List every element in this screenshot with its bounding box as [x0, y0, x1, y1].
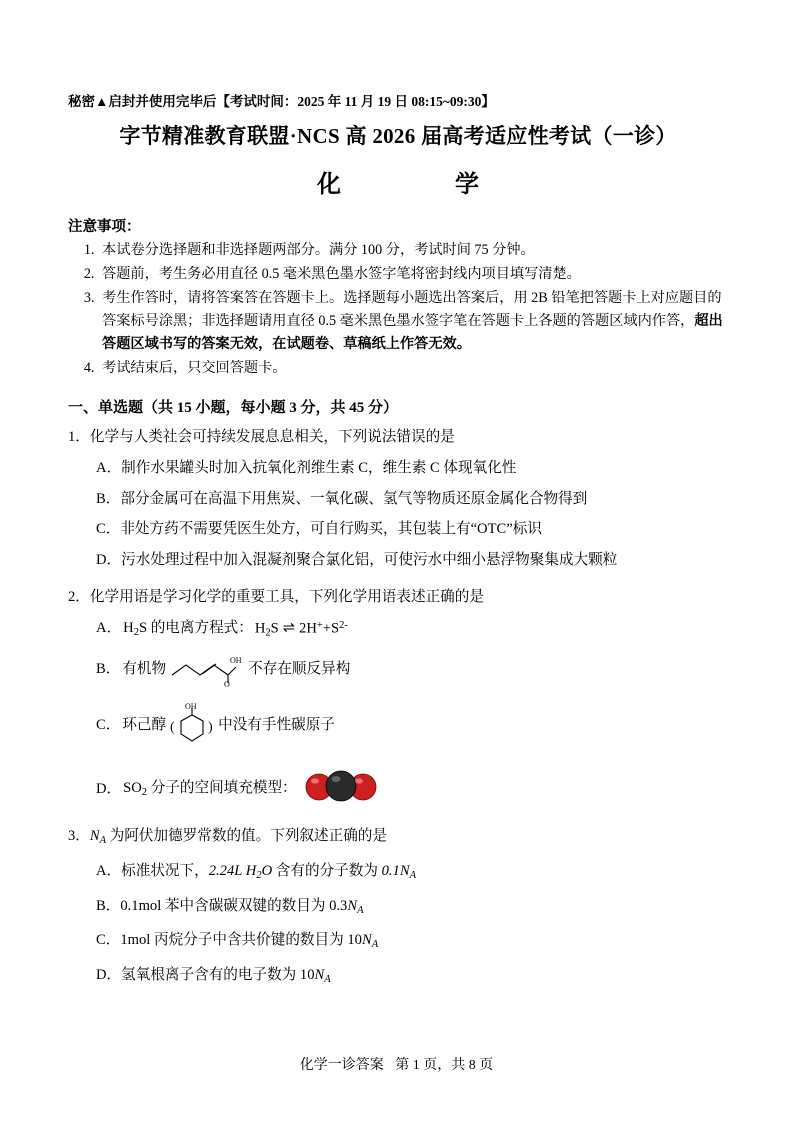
question-1-option-d[interactable]	[96, 550, 728, 572]
question-3-stem	[68, 825, 728, 849]
option-label: C．	[96, 932, 121, 949]
question-1-text: 化学与人类社会可持续发展息息相关，下列说法错误的是	[89, 429, 455, 445]
notice-item: 4. 考试结束后，只交回答题卡。	[98, 357, 728, 380]
ionization-equation: $H_2S$ ⇌ $2H^++S^{2-}$	[254, 619, 348, 639]
page-footer	[0, 1054, 793, 1074]
alkene-acid-structure-icon	[168, 653, 246, 687]
option-text: 制作水果罐头时加入抗氧化剂维生素 C，维生素 C 体现氧化性	[121, 459, 517, 476]
question-2-option-d[interactable]	[96, 769, 728, 811]
subject-title: 化 学	[317, 172, 501, 198]
question-3-text: 为阿伏加德罗常数的值。下列叙述正确的是	[106, 827, 387, 844]
question-1-number: 1．	[68, 429, 90, 445]
option-label: B．	[96, 660, 121, 677]
question-2-stem	[68, 586, 728, 609]
cyclohexanol-structure-icon	[168, 701, 216, 751]
svg-text:(: (	[170, 719, 175, 735]
option-label: B．	[96, 490, 121, 507]
question-2-option-c[interactable]	[96, 701, 728, 751]
notice-item: 3. 考生作答时，请将答案答在答题卡上。选择题每小题选出答案后，用 2B 铅笔把答题卡上对应题目的答案标号涂黑；非选择题请用直径 0.5 毫米黑色墨水签字笔在答题卡上各题的答题区域内作答，超出答题区域书写的答案无效，在试题卷、草稿纸上作答无效。	[98, 287, 728, 356]
question-1-option-b[interactable]	[96, 489, 728, 511]
option-label: C．	[96, 521, 121, 538]
option-label: D．	[96, 780, 122, 797]
question-2-text: 化学用语是学习化学的重要工具，下列化学用语表述正确的是	[89, 589, 484, 606]
question-1-option-a[interactable]	[96, 458, 728, 480]
svg-text:OH: OH	[185, 701, 197, 711]
page-title: 字节精准教育联盟·NCS 高 2026 届高考适应性考试（一诊）	[119, 124, 677, 148]
avogadro-symbol: $N_A$	[89, 827, 107, 846]
question-3-option-c[interactable]	[96, 930, 728, 953]
option-label: B．	[96, 897, 121, 914]
option-label: C．	[96, 716, 121, 733]
so2-space-filling-model-icon	[301, 769, 381, 811]
question-2-option-a[interactable]	[96, 618, 728, 641]
svg-text:O: O	[224, 679, 230, 687]
footer-page-number: 第 1 页，共 8 页	[395, 1058, 494, 1073]
option-label: A．	[96, 459, 122, 476]
svg-text:OH: OH	[230, 655, 242, 665]
option-label: A．	[96, 863, 122, 880]
option-text: 环己醇	[122, 716, 167, 733]
option-text: 部分金属可在高温下用焦炭、一氧化碳、氢气等物质还原金属化合物得到	[120, 490, 588, 507]
section-heading: 一、单选题（共 15 小题，每小题 3 分，共 45 分）	[68, 400, 399, 416]
option-label: D．	[96, 552, 122, 569]
option-text: 氢氧根离子含有的电子数为 $10N_A$	[121, 967, 331, 986]
notice-item: 2. 答题前，考生务必用直径 0.5 毫米黑色墨水签字笔将密封线内项目填写清楚。	[98, 263, 728, 286]
option-text: 1mol 丙烷分子中含共价键的数目为 $10N_A$	[120, 932, 379, 951]
notice-list	[68, 239, 728, 380]
footer-left: 化学一诊答案	[299, 1058, 384, 1073]
option-text: 非处方药不需要凭医生处方，可自行购买，其包装上有“OTC”标识	[120, 521, 542, 538]
option-text: 污水处理过程中加入混凝剂聚合氯化铝，可使污水中细小悬浮物聚集成大颗粒	[121, 552, 618, 569]
question-1-stem	[68, 426, 728, 449]
question-3-option-a[interactable]	[96, 861, 728, 884]
notice-title: 注意事项：	[68, 219, 141, 235]
option-text-post: 不存在顺反异构	[248, 660, 351, 677]
notice-emphasis: 超出答题区域书写的答案无效，在试题卷、草稿纸上作答无效。	[102, 313, 723, 352]
option-text: 有机物	[122, 660, 167, 677]
option-label: D．	[96, 967, 122, 984]
option-text: $SO_2$ 分子的空间填充模型：	[123, 780, 297, 799]
option-text: 0.1mol 苯中含碳碳双键的数目为 $0.3N_A$	[120, 897, 364, 916]
option-text: 标准状况下，2.24L $H_2O$ 含有的分子数为 $0.1N_A$	[121, 863, 416, 881]
option-text-post: 中没有手性碳原子	[218, 716, 335, 733]
question-3-option-b[interactable]	[96, 896, 728, 919]
notice-item: 1. 本试卷分选择题和非选择题两部分。满分 100 分，考试时间 75 分钟。	[98, 239, 728, 262]
page-content	[68, 90, 728, 988]
question-1-option-c[interactable]	[96, 519, 728, 541]
question-3-option-d[interactable]	[96, 965, 728, 988]
svg-text:): )	[208, 719, 213, 735]
question-3-number: 3．	[68, 827, 90, 844]
secret-line: 秘密▲启封并使用完毕后【考试时间：2025 年 11 月 19 日 08:15~09:30】	[68, 94, 495, 109]
option-text: $H_2S$ 的电离方程式：	[123, 619, 253, 638]
option-label: A．	[96, 620, 122, 637]
question-2-option-b[interactable]	[96, 653, 728, 687]
question-2-number: 2．	[68, 589, 90, 606]
